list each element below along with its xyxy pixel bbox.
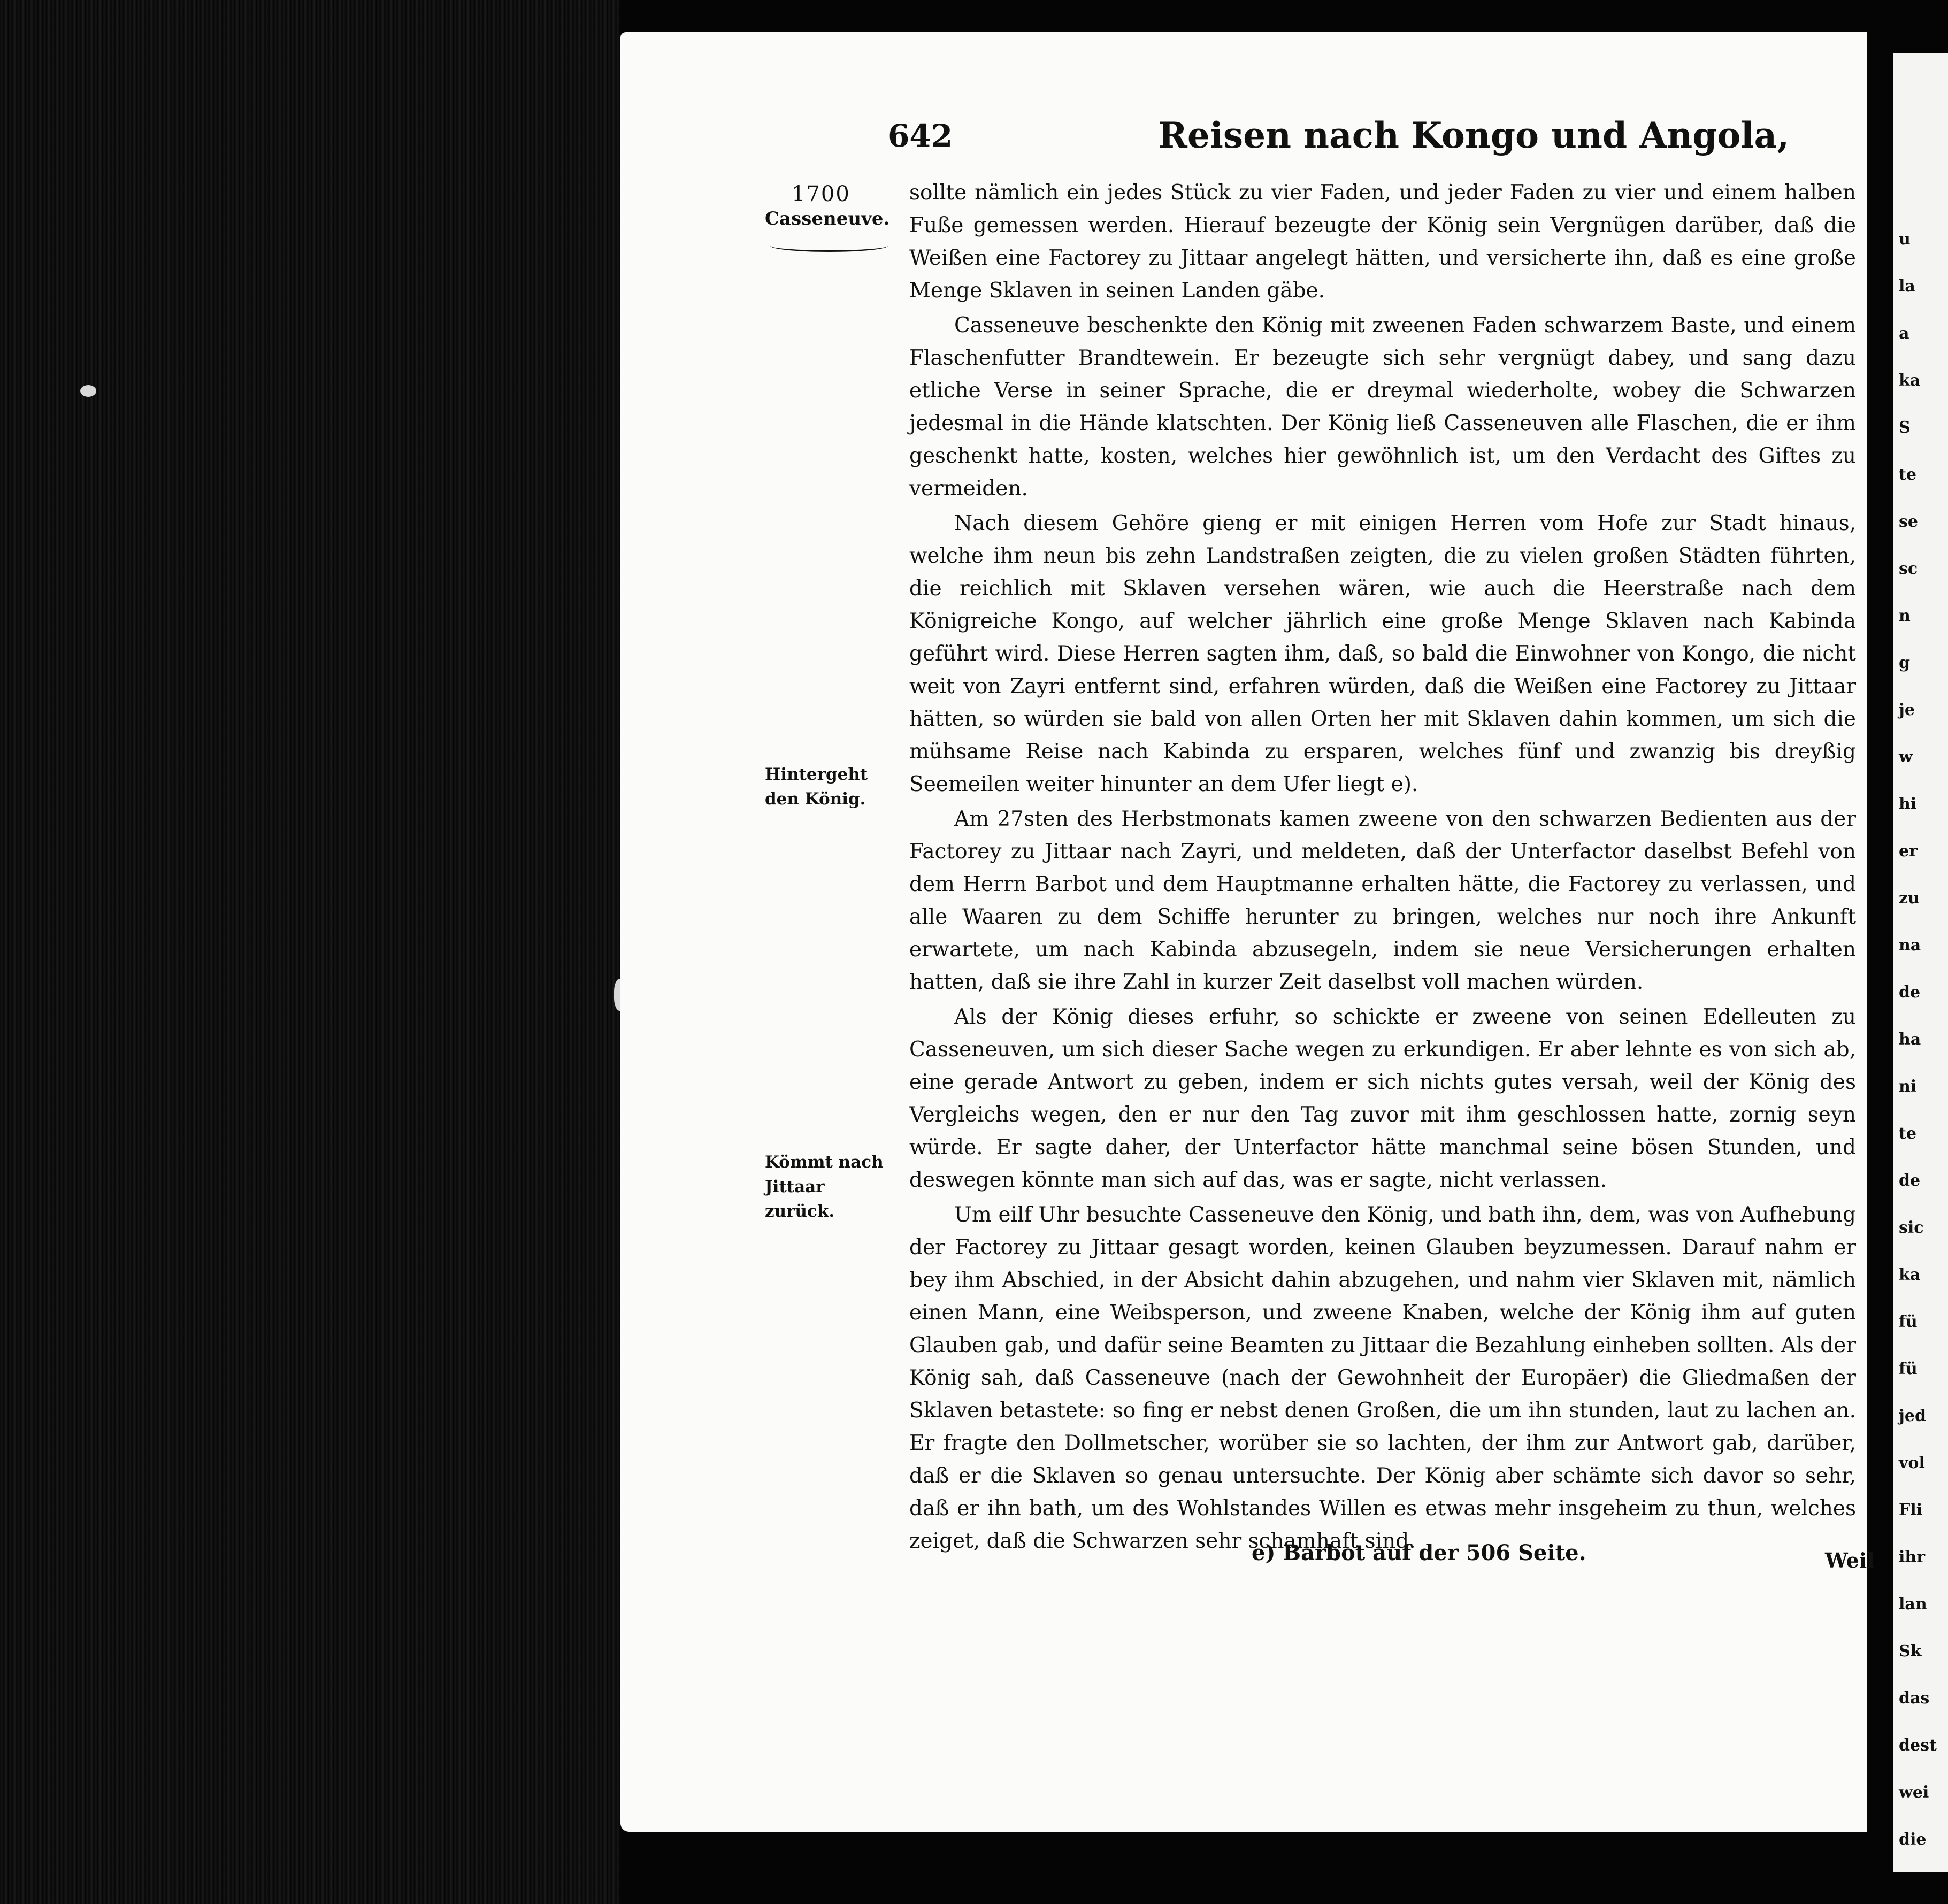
facing-page-fragment: jed <box>1899 1407 1926 1425</box>
facing-page-fragment: la <box>1899 277 1915 296</box>
page-number: 642 <box>888 118 953 154</box>
margin-year-block <box>765 182 904 231</box>
facing-page-fragment: n <box>1899 606 1911 625</box>
facing-page-fragment: je <box>1899 701 1915 719</box>
facing-page-fragment: na <box>1899 936 1921 955</box>
margin-brace <box>770 240 888 252</box>
margin-year: 1700 <box>792 182 850 206</box>
facing-page-fragment: a <box>1899 324 1909 343</box>
running-title: Reisen nach Kongo und Angola, <box>1158 114 1790 156</box>
facing-page-fragment: vol <box>1899 1454 1925 1472</box>
facing-page-fragment: w <box>1899 748 1913 766</box>
facing-page-fragment: ni <box>1899 1077 1917 1096</box>
facing-page-fragment: S <box>1899 418 1911 437</box>
facing-page-fragment: das <box>1899 1689 1930 1708</box>
margin-note-1: Hintergeht den König. <box>765 765 868 809</box>
facing-page-fragment: lan <box>1899 1595 1927 1614</box>
margin-name: Casseneuve. <box>765 208 890 229</box>
catchword: Weil <box>1825 1548 1875 1572</box>
margin-note-2: Kömmt nach Jittaar zurück. <box>765 1153 884 1221</box>
facing-page-fragment: hi <box>1899 795 1917 813</box>
paragraph: Casseneuve beschenkte den König mit zweenen Faden schwarzem Baste, und einem Flaschenfutter Brandtewein. Er bezeugte sich sehr vergnügt dabey, und sang dazu etliche Verse in seiner Sprache, die er dreymal wiederholte, wobey die Schwarzen jedesmal in die Hände klatschten. Der König ließ Casseneuven alle Flaschen, die er ihm geschenkt hatte, kosten, welches hier gewöhnlich ist, um den Verdacht des Giftes zu vermeiden. <box>909 313 1856 501</box>
facing-page-fragment: u <box>1899 230 1911 249</box>
facing-page-fragment: de <box>1899 983 1921 1002</box>
facing-page-fragment: fü <box>1899 1312 1918 1331</box>
facing-page-fragment: Sk <box>1899 1642 1922 1661</box>
book-binding-dark-area <box>0 0 620 1904</box>
facing-page-fragment: die <box>1899 1830 1927 1849</box>
facing-page-fragment: ha <box>1899 1030 1921 1049</box>
paragraph: Nach diesem Gehöre gieng er mit einigen Herren vom Hofe zur Stadt hinaus, welche ihm neun bis zehn Landstraßen zeigten, die zu vielen großen Städten führten, die reichlich mit Sklaven versehen wären, wie auch die Heerstraße nach dem Königreiche Kongo, auf welcher jährlich eine große Menge Sklaven nach Kabinda geführt wird. Diese Herren sagten ihm, daß, so bald die Einwohner von Kongo, die nicht weit von Zayri entfernt sind, erfahren würden, daß die Weißen eine Factorey zu Jittaar hätten, so würden sie bald von allen Orten her mit Sklaven dahin kommen, um sich die mühsame Reise nach Kabinda zu ersparen, welches fünf und zwanzig bis dreyßig Seemeilen weiter hinunter an dem Ufer liegt e). <box>909 511 1856 796</box>
paragraph: Als der König dieses erfuhr, so schickte er zweene von seinen Edelleuten zu Casseneuven, um sich dieser Sache wegen zu erkundigen. Er aber lehnte es von sich ab, eine gerade Antwort zu geben, indem er sich nichts gutes versah, weil der König des Vergleichs wegen, den er nur den Tag zuvor mit ihm geschlossen hatte, zornig seyn würde. Er sagte daher, der Unterfactor hätte manchmal seine bösen Stunden, und deswegen könnte man sich auf das, was er sagte, nicht verlassen. <box>909 1005 1856 1192</box>
facing-page-fragment: er <box>1899 842 1918 861</box>
facing-page-fragment: ka <box>1899 1265 1921 1284</box>
paragraph: Um eilf Uhr besuchte Casseneuve den König, und bath ihn, dem, was von Aufhebung der Factorey zu Jittaar gesagt worden, keinen Glauben beyzumessen. Darauf nahm er bey ihm Abschied, in der Absicht dahin abzugehen, und nahm vier Sklaven mit, nämlich einen Mann, eine Weibsperson, und zweene Knaben, welche der König ihm auf guten Glauben gab, und dafür seine Beamten zu Jittaar die Bezahlung einheben sollten. Als der König sah, daß Casseneuve (nach der Gewohnheit der Europäer) die Gliedmaßen der Sklaven betastete: so fing er nebst denen Großen, die um ihn stunden, laut zu lachen an. Er fragte den Dollmetscher, worüber sie so lachten, der ihm zur Antwort gab, darüber, daß er die Sklaven so genau untersuchte. Der König aber schämte sich davor so sehr, daß er ihn bath, um des Wohlstandes Willen es etwas mehr insgeheim zu thun, welches zeiget, daß die Schwarzen sehr schamhaft sind. <box>909 1203 1856 1553</box>
page-header <box>888 114 1861 166</box>
footnote: e) Barbot auf der 506 Seite. <box>1252 1540 1586 1565</box>
paragraph: sollte nämlich ein jedes Stück zu vier Faden, und jeder Faden zu vier und einem halben Fuße gemessen werden. Hierauf bezeugte der König sein Vergnügen darüber, daß die Weißen eine Factorey zu Jittaar angelegt hätten, und versicherte ihn, daß es eine große Menge Sklaven in seinen Landen gäbe. <box>909 181 1856 303</box>
body-text <box>909 176 1856 1560</box>
facing-page-fragment: g <box>1899 654 1910 672</box>
facing-page-edge <box>1893 53 1948 1872</box>
facing-page-fragment: zu <box>1899 889 1920 908</box>
paragraph: Am 27sten des Herbstmonats kamen zweene von den schwarzen Bedienten aus der Factorey zu Jittaar nach Zayri, und meldeten, daß der Unterfactor daselbst Befehl von dem Herrn Barbot und dem Hauptmanne erhalten hätte, die Factorey zu verlassen, und alle Waaren zu dem Schiffe herunter zu bringen, welches nur noch ihre Ankunft erwartete, um nach Kabinda abzusegeln, indem sie neue Versicherungen erhalten hatten, daß sie ihre Zahl in kurzer Zeit daselbst voll machen würden. <box>909 807 1856 994</box>
facing-page-fragment: ihr <box>1899 1548 1926 1567</box>
facing-page-fragment: se <box>1899 512 1918 531</box>
facing-page-fragment: ka <box>1899 371 1921 390</box>
facing-page-fragment: te <box>1899 465 1916 484</box>
facing-page-fragment: Fli <box>1899 1501 1923 1519</box>
speck-mark <box>80 385 96 397</box>
facing-page-fragment: de <box>1899 1171 1921 1190</box>
facing-page-fragment: wei <box>1899 1783 1929 1802</box>
facing-page-fragment: sc <box>1899 559 1918 578</box>
facing-page-fragment: te <box>1899 1124 1916 1143</box>
facing-page-fragment: dest <box>1899 1736 1937 1755</box>
facing-page-fragment: sic <box>1899 1218 1924 1237</box>
facing-page-fragment: fü <box>1899 1360 1918 1378</box>
